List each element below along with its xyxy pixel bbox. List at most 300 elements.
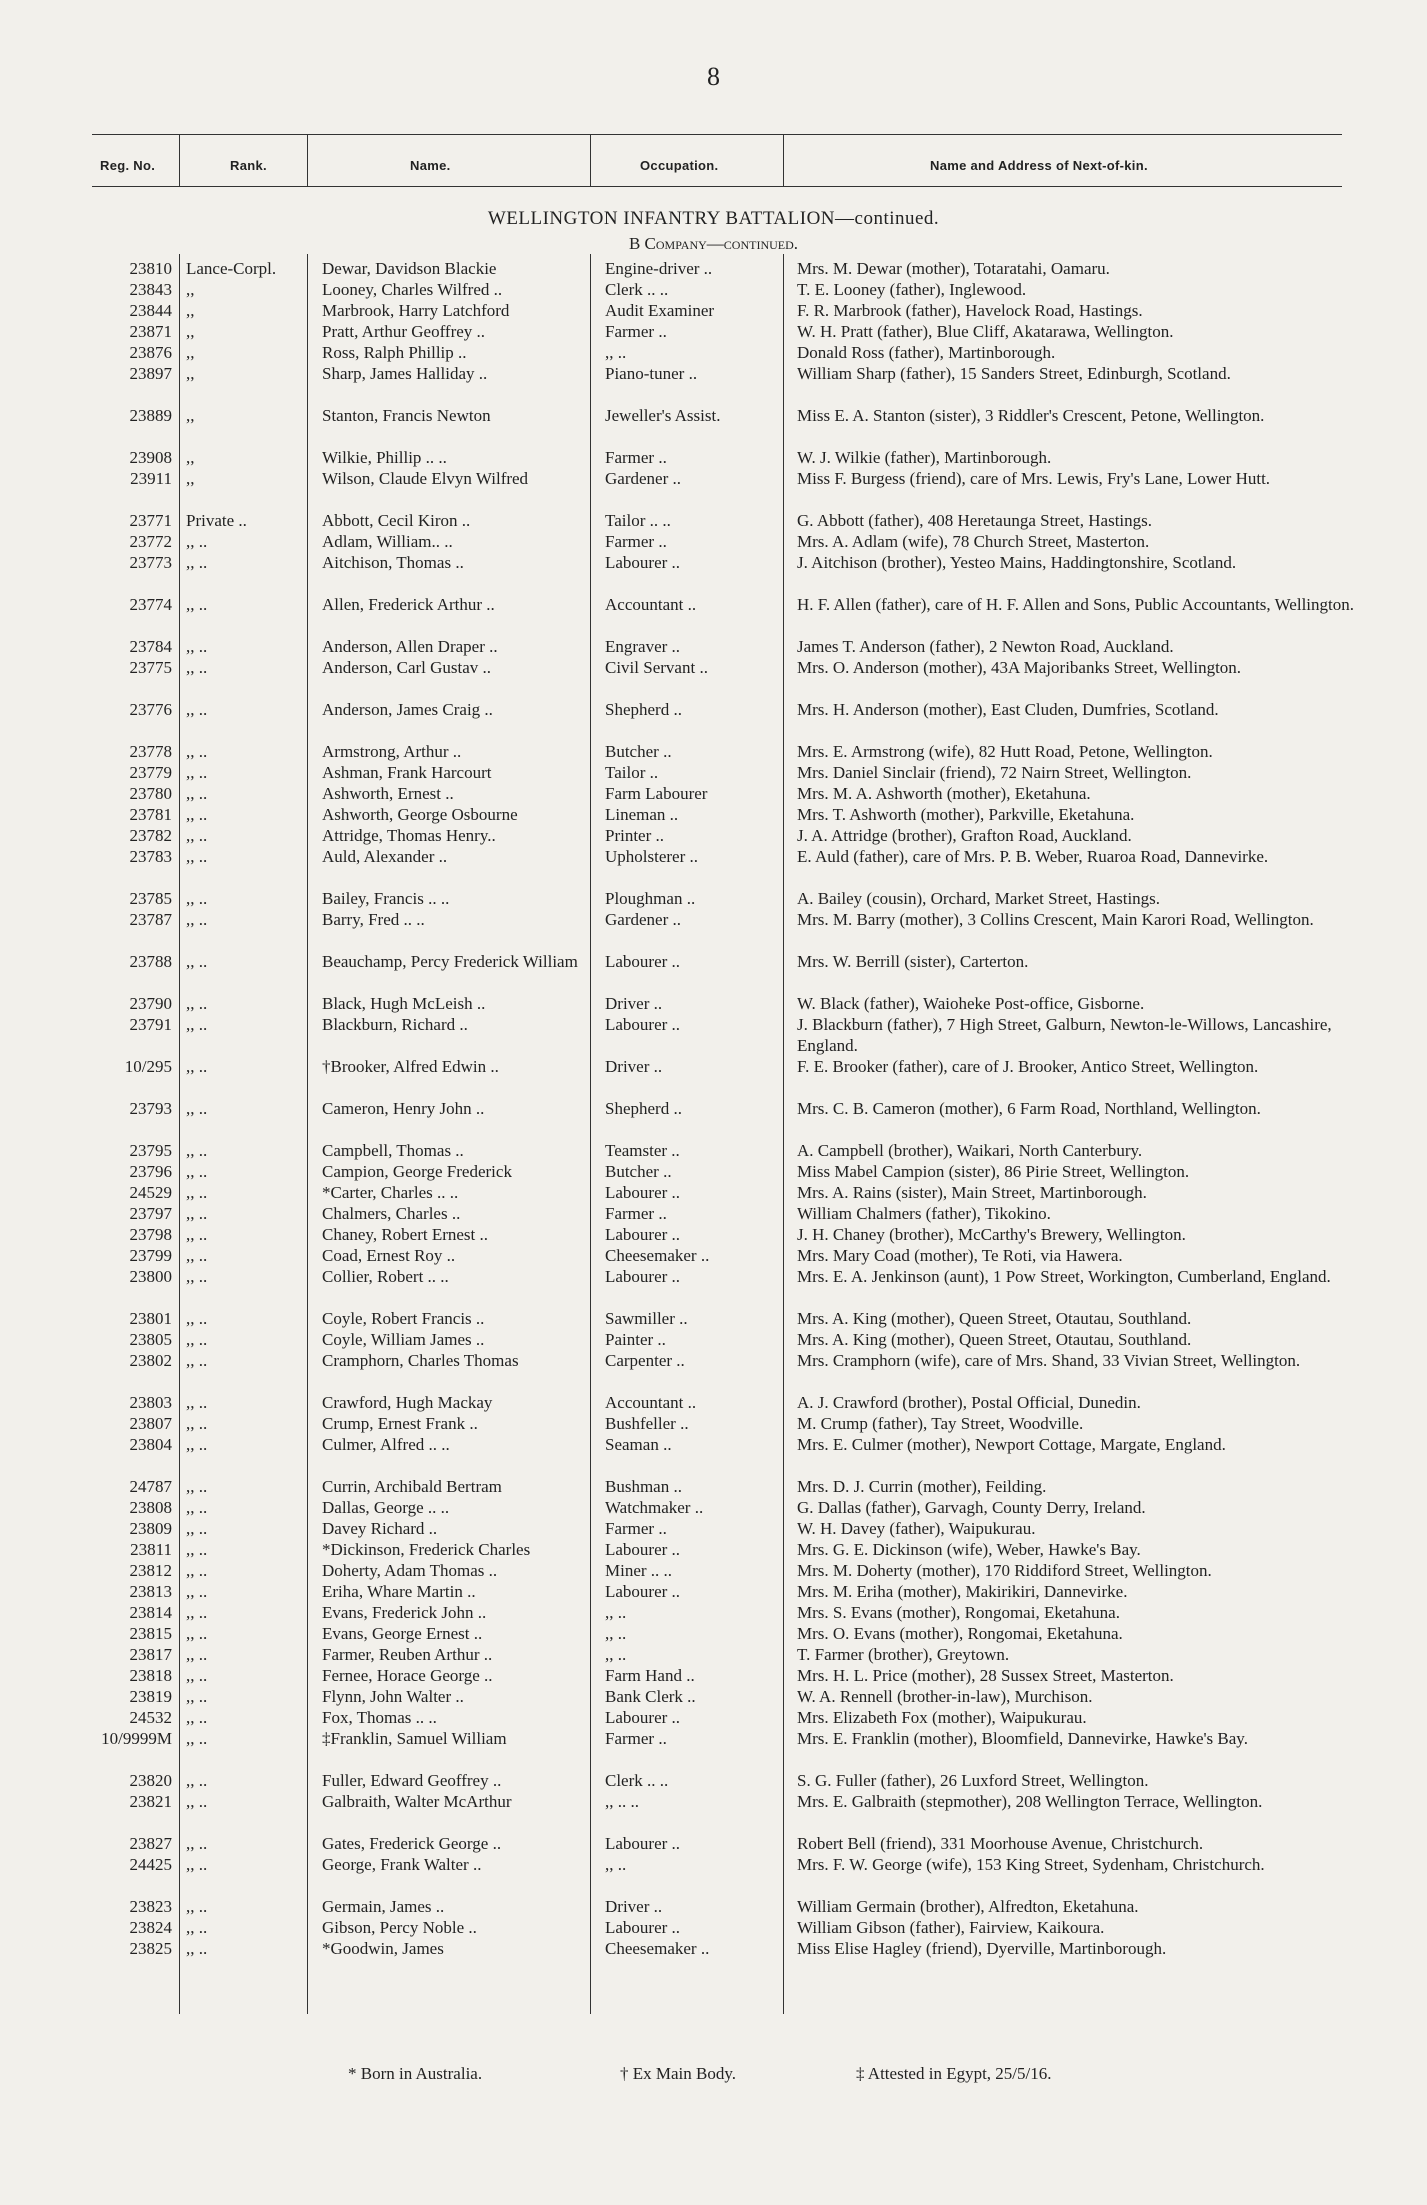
occupation-cell: Farmer .. bbox=[605, 532, 667, 551]
rank-cell: ,, .. bbox=[186, 1624, 208, 1643]
footnote-ex-main-body: † Ex Main Body. bbox=[620, 2064, 737, 2083]
occupation-cell: Tailor .. .. bbox=[605, 511, 671, 530]
next-of-kin-cell: Mrs. A. Rains (sister), Main Street, Martinborough. bbox=[797, 1183, 1147, 1202]
occupation-cell: Piano-tuner .. bbox=[605, 364, 698, 383]
rank-cell: ,, bbox=[186, 406, 195, 425]
next-of-kin-cell: Mrs. E. Galbraith (stepmother), 208 Wellington Terrace, Wellington. bbox=[797, 1792, 1263, 1811]
occupation-cell: Tailor .. bbox=[605, 763, 659, 782]
name-cell: Ashworth, George Osbourne bbox=[322, 805, 518, 824]
reg-no-cell: 23824 bbox=[129, 1918, 172, 1937]
rank-cell: ,, .. bbox=[186, 532, 208, 551]
header-bottom-rule bbox=[92, 186, 1342, 187]
next-of-kin-cell: J. A. Attridge (brother), Grafton Road, Auckland. bbox=[797, 826, 1132, 845]
reg-no-cell: 23820 bbox=[129, 1771, 172, 1790]
rank-cell: ,, bbox=[186, 469, 195, 488]
rank-cell: ,, .. bbox=[186, 1792, 208, 1811]
name-cell: Davey Richard .. bbox=[322, 1519, 438, 1538]
reg-no-cell: 23785 bbox=[129, 889, 172, 908]
name-cell: Coyle, William James .. bbox=[322, 1330, 485, 1349]
reg-no-cell: 23772 bbox=[129, 532, 172, 551]
rank-cell: ,, .. bbox=[186, 1582, 208, 1601]
reg-no-cell: 23801 bbox=[129, 1309, 172, 1328]
name-cell: Pratt, Arthur Geoffrey .. bbox=[322, 322, 486, 341]
footnote-born-australia: * Born in Australia. bbox=[348, 2064, 483, 2083]
reg-no-cell: 23805 bbox=[129, 1330, 172, 1349]
occupation-cell: ,, .. .. bbox=[605, 1792, 639, 1811]
reg-no-cell: 23793 bbox=[129, 1099, 172, 1118]
next-of-kin-cell: Miss E. A. Stanton (sister), 3 Riddler's Crescent, Petone, Wellington. bbox=[797, 406, 1265, 425]
rank-cell: ,, .. bbox=[186, 1687, 208, 1706]
occupation-cell: Bushman .. bbox=[605, 1477, 682, 1496]
reg-no-cell: 23788 bbox=[129, 952, 172, 971]
name-cell: Marbrook, Harry Latchford bbox=[322, 301, 510, 320]
rank-cell: ,, .. bbox=[186, 805, 208, 824]
rank-cell: ,, .. bbox=[186, 1309, 208, 1328]
next-of-kin-cell: Donald Ross (father), Martinborough. bbox=[797, 343, 1056, 362]
page-number: 8 bbox=[707, 62, 720, 91]
next-of-kin-cell: Mrs. M. Doherty (mother), 170 Riddiford Street, Wellington. bbox=[797, 1561, 1212, 1580]
occupation-cell: Farmer .. bbox=[605, 1729, 667, 1748]
name-cell: Currin, Archibald Bertram bbox=[322, 1477, 502, 1496]
next-of-kin-cell: T. E. Looney (father), Inglewood. bbox=[797, 280, 1027, 299]
occupation-cell: Farm Labourer bbox=[605, 784, 708, 803]
section-title: WELLINGTON INFANTRY BATTALION—continued. bbox=[487, 208, 940, 229]
next-of-kin-cell: William Germain (brother), Alfredton, Eketahuna. bbox=[797, 1897, 1139, 1916]
header-divider bbox=[179, 134, 180, 186]
reg-no-cell: 23876 bbox=[129, 343, 172, 362]
reg-no-cell: 23802 bbox=[129, 1351, 172, 1370]
column-header-name: Name. bbox=[410, 158, 451, 173]
next-of-kin-cell: Mrs. Cramphorn (wife), care of Mrs. Shand, 33 Vivian Street, Wellington. bbox=[797, 1351, 1301, 1370]
header-divider bbox=[307, 134, 308, 186]
occupation-cell: Driver .. bbox=[605, 1897, 663, 1916]
next-of-kin-cell: Mrs. A. Adlam (wife), 78 Church Street, Masterton. bbox=[797, 532, 1150, 551]
occupation-cell: Sawmiller .. bbox=[605, 1309, 688, 1328]
name-cell: †Brooker, Alfred Edwin .. bbox=[322, 1057, 499, 1076]
reg-no-cell: 23779 bbox=[129, 763, 172, 782]
name-cell: Barry, Fred .. .. bbox=[322, 910, 425, 929]
occupation-cell: Labourer .. bbox=[605, 1582, 681, 1601]
header-divider bbox=[783, 134, 784, 186]
next-of-kin-cell: Mrs. Elizabeth Fox (mother), Waipukurau. bbox=[797, 1708, 1087, 1727]
name-cell: Evans, Frederick John .. bbox=[322, 1603, 487, 1622]
reg-no-cell: 23804 bbox=[129, 1435, 172, 1454]
rank-cell: ,, .. bbox=[186, 1603, 208, 1622]
column-header-rank: Rank. bbox=[230, 158, 267, 173]
reg-no-cell: 23797 bbox=[129, 1204, 172, 1223]
reg-no-cell: 23782 bbox=[129, 826, 172, 845]
rank-cell: ,, bbox=[186, 280, 195, 299]
occupation-cell: Seaman .. bbox=[605, 1435, 672, 1454]
name-cell: Black, Hugh McLeish .. bbox=[322, 994, 486, 1013]
next-of-kin-cell: W. H. Davey (father), Waipukurau. bbox=[797, 1519, 1036, 1538]
rank-cell: ,, .. bbox=[186, 889, 208, 908]
reg-no-cell: 23810 bbox=[129, 259, 172, 278]
name-cell: Evans, George Ernest .. bbox=[322, 1624, 483, 1643]
name-cell: Fernee, Horace George .. bbox=[322, 1666, 493, 1685]
rank-cell: ,, .. bbox=[186, 1015, 208, 1034]
next-of-kin-cell: Mrs. G. E. Dickinson (wife), Weber, Hawke's Bay. bbox=[797, 1540, 1141, 1559]
next-of-kin-cell: Mrs. H. L. Price (mother), 28 Sussex Street, Masterton. bbox=[797, 1666, 1174, 1685]
occupation-cell: Labourer .. bbox=[605, 1834, 681, 1853]
reg-no-cell: 24532 bbox=[129, 1708, 172, 1727]
next-of-kin-cell: Mrs. M. Dewar (mother), Totaratahi, Oamaru. bbox=[797, 259, 1110, 278]
reg-no-cell: 23897 bbox=[129, 364, 172, 383]
name-cell: George, Frank Walter .. bbox=[322, 1855, 482, 1874]
name-cell: ‡Franklin, Samuel William bbox=[322, 1729, 507, 1748]
occupation-cell: ,, .. bbox=[605, 1645, 627, 1664]
name-cell: Flynn, John Walter .. bbox=[322, 1687, 464, 1706]
reg-no-cell: 23803 bbox=[129, 1393, 172, 1412]
rank-cell: ,, .. bbox=[186, 700, 208, 719]
rank-cell: ,, .. bbox=[186, 1435, 208, 1454]
rank-cell: ,, .. bbox=[186, 1645, 208, 1664]
name-cell: Auld, Alexander .. bbox=[322, 847, 448, 866]
name-cell: *Carter, Charles .. .. bbox=[322, 1183, 459, 1202]
reg-no-cell: 23844 bbox=[129, 301, 172, 320]
reg-no-cell: 23783 bbox=[129, 847, 172, 866]
occupation-cell: Clerk .. .. bbox=[605, 1771, 669, 1790]
occupation-cell: Labourer .. bbox=[605, 553, 681, 572]
occupation-cell: Miner .. .. bbox=[605, 1561, 673, 1580]
reg-no-cell: 10/295 bbox=[124, 1057, 172, 1076]
name-cell: Fox, Thomas .. .. bbox=[322, 1708, 437, 1727]
name-cell: Beauchamp, Percy Frederick William bbox=[322, 952, 578, 971]
next-of-kin-cell: W. H. Pratt (father), Blue Cliff, Akatarawa, Wellington. bbox=[797, 322, 1174, 341]
occupation-cell: ,, .. bbox=[605, 1855, 627, 1874]
header-divider bbox=[590, 134, 591, 186]
reg-no-cell: 23808 bbox=[129, 1498, 172, 1517]
occupation-cell: Labourer .. bbox=[605, 1918, 681, 1937]
rank-cell: ,, .. bbox=[186, 1330, 208, 1349]
name-cell: Abbott, Cecil Kiron .. bbox=[322, 511, 471, 530]
reg-no-cell: 23827 bbox=[129, 1834, 172, 1853]
rank-cell: ,, .. bbox=[186, 1855, 208, 1874]
name-cell: Anderson, Allen Draper .. bbox=[322, 637, 498, 656]
reg-no-cell: 23778 bbox=[129, 742, 172, 761]
name-cell: Ashworth, Ernest .. bbox=[322, 784, 454, 803]
next-of-kin-cell: Mrs. Mary Coad (mother), Te Roti, via Hawera. bbox=[797, 1246, 1123, 1265]
next-of-kin-cell: E. Auld (father), care of Mrs. P. B. Weber, Ruaroa Road, Dannevirke. bbox=[797, 847, 1269, 866]
reg-no-cell: 23823 bbox=[129, 1897, 172, 1916]
name-cell: Eriha, Whare Martin .. bbox=[322, 1582, 476, 1601]
next-of-kin-cell: J. Aitchison (brother), Yesteo Mains, Haddingtonshire, Scotland. bbox=[797, 553, 1237, 572]
reg-no-cell: 23819 bbox=[129, 1687, 172, 1706]
next-of-kin-cell: H. F. Allen (father), care of H. F. Allen and Sons, Public Accountants, Wellington. bbox=[797, 595, 1354, 614]
occupation-cell: Labourer .. bbox=[605, 1183, 681, 1202]
occupation-cell: Driver .. bbox=[605, 994, 663, 1013]
next-of-kin-cell: Miss Elise Hagley (friend), Dyerville, Martinborough. bbox=[797, 1939, 1167, 1958]
rank-cell: ,, .. bbox=[186, 1351, 208, 1370]
next-of-kin-cell: Mrs. E. Franklin (mother), Bloomfield, Dannevirke, Hawke's Bay. bbox=[797, 1729, 1248, 1748]
column-header-occupation: Occupation. bbox=[640, 158, 719, 173]
name-cell: Gibson, Percy Noble .. bbox=[322, 1918, 477, 1937]
rank-cell: ,, .. bbox=[186, 1099, 208, 1118]
occupation-cell: ,, .. bbox=[605, 1603, 627, 1622]
reg-no-cell: 23821 bbox=[129, 1792, 172, 1811]
name-cell: Fuller, Edward Geoffrey .. bbox=[322, 1771, 502, 1790]
name-cell: Germain, James .. bbox=[322, 1897, 445, 1916]
name-cell: Aitchison, Thomas .. bbox=[322, 553, 464, 572]
next-of-kin-cell: Mrs. M. A. Ashworth (mother), Eketahuna. bbox=[797, 784, 1091, 803]
next-of-kin-cell: F. R. Marbrook (father), Havelock Road, Hastings. bbox=[797, 301, 1143, 320]
rank-cell: ,, .. bbox=[186, 847, 208, 866]
occupation-cell: Shepherd .. bbox=[605, 700, 682, 719]
rank-cell: ,, .. bbox=[186, 1141, 208, 1160]
reg-no-cell: 23799 bbox=[129, 1246, 172, 1265]
next-of-kin-cell: Miss Mabel Campion (sister), 86 Pirie Street, Wellington. bbox=[797, 1162, 1190, 1181]
name-cell: Campion, George Frederick bbox=[322, 1162, 512, 1181]
rank-cell: ,, .. bbox=[186, 1666, 208, 1685]
column-divider bbox=[590, 254, 591, 2014]
occupation-cell: Farmer .. bbox=[605, 448, 667, 467]
reg-no-cell: 24425 bbox=[129, 1855, 172, 1874]
rank-cell: ,, .. bbox=[186, 1477, 208, 1496]
next-of-kin-cell: Mrs. C. B. Cameron (mother), 6 Farm Road, Northland, Wellington. bbox=[797, 1099, 1261, 1118]
reg-no-cell: 23825 bbox=[129, 1939, 172, 1958]
reg-no-cell: 23790 bbox=[129, 994, 172, 1013]
occupation-cell: Accountant .. bbox=[605, 1393, 697, 1412]
header-top-rule bbox=[92, 134, 1342, 135]
next-of-kin-cell: S. G. Fuller (father), 26 Luxford Street, Wellington. bbox=[797, 1771, 1149, 1790]
reg-no-cell: 23791 bbox=[129, 1015, 172, 1034]
rank-cell: ,, .. bbox=[186, 1729, 208, 1748]
rank-cell: ,, bbox=[186, 343, 195, 362]
rank-cell: ,, .. bbox=[186, 1393, 208, 1412]
rank-cell: ,, .. bbox=[186, 553, 208, 572]
reg-no-cell: 23813 bbox=[129, 1582, 172, 1601]
rank-cell: ,, .. bbox=[186, 1834, 208, 1853]
occupation-cell: Bank Clerk .. bbox=[605, 1687, 696, 1706]
rank-cell: ,, .. bbox=[186, 1057, 208, 1076]
next-of-kin-cell: William Chalmers (father), Tikokino. bbox=[797, 1204, 1051, 1223]
reg-no-cell: 10/9999M bbox=[101, 1729, 172, 1748]
occupation-cell: Butcher .. bbox=[605, 1162, 672, 1181]
reg-no-cell: 23798 bbox=[129, 1225, 172, 1244]
reg-no-cell: 23818 bbox=[129, 1666, 172, 1685]
occupation-cell: Shepherd .. bbox=[605, 1099, 682, 1118]
occupation-cell: Farmer .. bbox=[605, 1519, 667, 1538]
rank-cell: ,, .. bbox=[186, 994, 208, 1013]
column-divider bbox=[307, 254, 308, 2014]
occupation-cell: Gardener .. bbox=[605, 910, 681, 929]
reg-no-cell: 23843 bbox=[129, 280, 172, 299]
name-cell: Bailey, Francis .. .. bbox=[322, 889, 450, 908]
name-cell: Ashman, Frank Harcourt bbox=[322, 763, 492, 782]
next-of-kin-cell: Mrs. M. Barry (mother), 3 Collins Crescent, Main Karori Road, Wellington. bbox=[797, 910, 1314, 929]
rank-cell: ,, .. bbox=[186, 1897, 208, 1916]
occupation-cell: Teamster .. bbox=[605, 1141, 680, 1160]
reg-no-cell: 23911 bbox=[130, 469, 172, 488]
occupation-cell: Butcher .. bbox=[605, 742, 672, 761]
occupation-cell: Upholsterer .. bbox=[605, 847, 699, 866]
next-of-kin-cell: Mrs. O. Anderson (mother), 43A Majoribanks Street, Wellington. bbox=[797, 658, 1242, 677]
next-of-kin-cell: William Sharp (father), 15 Sanders Street, Edinburgh, Scotland. bbox=[797, 364, 1231, 383]
reg-no-cell: 24529 bbox=[129, 1183, 172, 1202]
occupation-cell: Painter .. bbox=[605, 1330, 666, 1349]
name-cell: Ross, Ralph Phillip .. bbox=[322, 343, 467, 362]
occupation-cell: Farm Hand .. bbox=[605, 1666, 695, 1685]
next-of-kin-cell: James T. Anderson (father), 2 Newton Road, Auckland. bbox=[797, 637, 1174, 656]
name-cell: Sharp, James Halliday .. bbox=[322, 364, 488, 383]
rank-cell: ,, .. bbox=[186, 595, 208, 614]
footnote-attested-egypt: ‡ Attested in Egypt, 25/5/16. bbox=[856, 2064, 1052, 2083]
next-of-kin-cell: J. H. Chaney (brother), McCarthy's Brewery, Wellington. bbox=[797, 1225, 1186, 1244]
column-header-next-of-kin: Name and Address of Next-of-kin. bbox=[930, 158, 1148, 173]
column-divider bbox=[783, 254, 784, 2014]
rank-cell: ,, .. bbox=[186, 1519, 208, 1538]
next-of-kin-cell: W. Black (father), Waioheke Post-office, Gisborne. bbox=[797, 994, 1145, 1013]
occupation-cell: Jeweller's Assist. bbox=[605, 406, 721, 425]
rank-cell: ,, .. bbox=[186, 1246, 208, 1265]
next-of-kin-cell: M. Crump (father), Tay Street, Woodville. bbox=[797, 1414, 1084, 1433]
next-of-kin-cell: Mrs. E. Culmer (mother), Newport Cottage, Margate, England. bbox=[797, 1435, 1226, 1454]
rank-cell: ,, .. bbox=[186, 1267, 208, 1286]
occupation-cell: ,, .. bbox=[605, 343, 627, 362]
rank-cell: ,, .. bbox=[186, 658, 208, 677]
next-of-kin-cell: Mrs. W. Berrill (sister), Carterton. bbox=[797, 952, 1029, 971]
subsection-title: B Company—continued. bbox=[628, 234, 799, 253]
occupation-cell: Labourer .. bbox=[605, 1225, 681, 1244]
reg-no-cell: 23780 bbox=[129, 784, 172, 803]
occupation-cell: ,, .. bbox=[605, 1624, 627, 1643]
occupation-cell: Farmer .. bbox=[605, 322, 667, 341]
rank-cell: ,, .. bbox=[186, 637, 208, 656]
name-cell: Crump, Ernest Frank .. bbox=[322, 1414, 478, 1433]
reg-no-cell: 23807 bbox=[129, 1414, 172, 1433]
name-cell: Blackburn, Richard .. bbox=[322, 1015, 468, 1034]
next-of-kin-cell: W. A. Rennell (brother-in-law), Murchison. bbox=[797, 1687, 1093, 1706]
occupation-cell: Engraver .. bbox=[605, 637, 681, 656]
occupation-cell: Audit Examiner bbox=[605, 301, 715, 320]
occupation-cell: Printer .. bbox=[605, 826, 665, 845]
next-of-kin-cell: Mrs. H. Anderson (mother), East Cluden, Dumfries, Scotland. bbox=[797, 700, 1219, 719]
next-of-kin-cell: Miss F. Burgess (friend), care of Mrs. Lewis, Fry's Lane, Lower Hutt. bbox=[797, 469, 1271, 488]
occupation-cell: Labourer .. bbox=[605, 1015, 681, 1034]
reg-no-cell: 23815 bbox=[129, 1624, 172, 1643]
reg-no-cell: 23774 bbox=[129, 595, 172, 614]
next-of-kin-cell: Mrs. F. W. George (wife), 153 King Street, Sydenham, Christchurch. bbox=[797, 1855, 1265, 1874]
next-of-kin-cell: F. E. Brooker (father), care of J. Brooker, Antico Street, Wellington. bbox=[797, 1057, 1259, 1076]
name-cell: Collier, Robert .. .. bbox=[322, 1267, 449, 1286]
occupation-cell: Gardener .. bbox=[605, 469, 681, 488]
column-header-reg-no: Reg. No. bbox=[100, 158, 156, 173]
next-of-kin-cell: William Gibson (father), Fairview, Kaikoura. bbox=[797, 1918, 1105, 1937]
name-cell: Chalmers, Charles .. bbox=[322, 1204, 461, 1223]
occupation-cell: Farmer .. bbox=[605, 1204, 667, 1223]
rank-cell: ,, .. bbox=[186, 1708, 208, 1727]
occupation-cell: Driver .. bbox=[605, 1057, 663, 1076]
reg-no-cell: 23811 bbox=[130, 1540, 172, 1559]
occupation-cell: Labourer .. bbox=[605, 1708, 681, 1727]
occupation-cell: Carpenter .. bbox=[605, 1351, 685, 1370]
reg-no-cell: 23800 bbox=[129, 1267, 172, 1286]
name-cell: Gates, Frederick George .. bbox=[322, 1834, 502, 1853]
rank-cell: ,, .. bbox=[186, 826, 208, 845]
rank-cell: ,, .. bbox=[186, 784, 208, 803]
next-of-kin-cell: Mrs. Daniel Sinclair (friend), 72 Nairn Street, Wellington. bbox=[797, 763, 1192, 782]
reg-no-cell: 24787 bbox=[129, 1477, 172, 1496]
rank-cell: ,, .. bbox=[186, 1540, 208, 1559]
occupation-cell: Clerk .. .. bbox=[605, 280, 669, 299]
name-cell: Dewar, Davidson Blackie bbox=[322, 259, 497, 278]
rank-cell: ,, bbox=[186, 301, 195, 320]
rank-cell: ,, bbox=[186, 448, 195, 467]
reg-no-cell: 23871 bbox=[129, 322, 172, 341]
rank-cell: ,, .. bbox=[186, 1498, 208, 1517]
next-of-kin-cell: Mrs. O. Evans (mother), Rongomai, Eketahuna. bbox=[797, 1624, 1123, 1643]
name-cell: Farmer, Reuben Arthur .. bbox=[322, 1645, 493, 1664]
name-cell: Wilson, Claude Elvyn Wilfred bbox=[322, 469, 529, 488]
rank-cell: ,, .. bbox=[186, 952, 208, 971]
reg-no-cell: 23908 bbox=[129, 448, 172, 467]
rank-cell: ,, bbox=[186, 322, 195, 341]
name-cell: Coyle, Robert Francis .. bbox=[322, 1309, 485, 1328]
occupation-cell: Labourer .. bbox=[605, 952, 681, 971]
next-of-kin-cell: G. Dallas (father), Garvagh, County Derry, Ireland. bbox=[797, 1498, 1146, 1517]
occupation-cell: Cheesemaker .. bbox=[605, 1939, 710, 1958]
reg-no-cell: 23784 bbox=[129, 637, 172, 656]
next-of-kin-cell: A. J. Crawford (brother), Postal Official, Dunedin. bbox=[797, 1393, 1141, 1412]
rank-cell: ,, .. bbox=[186, 763, 208, 782]
rank-cell: ,, .. bbox=[186, 742, 208, 761]
name-cell: *Goodwin, James bbox=[322, 1939, 444, 1958]
name-cell: Attridge, Thomas Henry.. bbox=[322, 826, 496, 845]
reg-no-cell: 23773 bbox=[129, 553, 172, 572]
reg-no-cell: 23814 bbox=[129, 1603, 172, 1622]
next-of-kin-cell: G. Abbott (father), 408 Heretaunga Street, Hastings. bbox=[797, 511, 1153, 530]
next-of-kin-cell: Mrs. D. J. Currin (mother), Feilding. bbox=[797, 1477, 1047, 1496]
occupation-cell: Ploughman .. bbox=[605, 889, 696, 908]
name-cell: Wilkie, Phillip .. .. bbox=[322, 448, 447, 467]
name-cell: Looney, Charles Wilfred .. bbox=[322, 280, 503, 299]
name-cell: Crawford, Hugh Mackay bbox=[322, 1393, 493, 1412]
next-of-kin-cell: J. Blackburn (father), 7 High Street, Galburn, Newton-le-Willows, Lancashire, England. bbox=[797, 1015, 1332, 1055]
name-cell: Armstrong, Arthur .. bbox=[322, 742, 462, 761]
occupation-cell: Watchmaker .. bbox=[605, 1498, 704, 1517]
rank-cell: ,, .. bbox=[186, 1225, 208, 1244]
name-cell: Culmer, Alfred .. .. bbox=[322, 1435, 450, 1454]
reg-no-cell: 23796 bbox=[129, 1162, 172, 1181]
occupation-cell: Bushfeller .. bbox=[605, 1414, 689, 1433]
reg-no-cell: 23889 bbox=[129, 406, 172, 425]
rank-cell: Private .. bbox=[186, 511, 247, 530]
rank-cell: ,, .. bbox=[186, 1771, 208, 1790]
rank-cell: ,, .. bbox=[186, 1183, 208, 1202]
next-of-kin-cell: W. J. Wilkie (father), Martinborough. bbox=[797, 448, 1052, 467]
rank-cell: ,, .. bbox=[186, 1162, 208, 1181]
next-of-kin-cell: Mrs. A. King (mother), Queen Street, Otautau, Southland. bbox=[797, 1330, 1192, 1349]
name-cell: Cramphorn, Charles Thomas bbox=[322, 1351, 519, 1370]
occupation-cell: Lineman .. bbox=[605, 805, 679, 824]
rank-cell: ,, .. bbox=[186, 1414, 208, 1433]
occupation-cell: Cheesemaker .. bbox=[605, 1246, 710, 1265]
name-cell: Adlam, William.. .. bbox=[322, 532, 453, 551]
name-cell: Cameron, Henry John .. bbox=[322, 1099, 485, 1118]
occupation-cell: Labourer .. bbox=[605, 1540, 681, 1559]
name-cell: Doherty, Adam Thomas .. bbox=[322, 1561, 498, 1580]
reg-no-cell: 23781 bbox=[129, 805, 172, 824]
name-cell: *Dickinson, Frederick Charles bbox=[322, 1540, 531, 1559]
name-cell: Stanton, Francis Newton bbox=[322, 406, 491, 425]
rank-cell: Lance-Corpl. bbox=[186, 259, 277, 278]
next-of-kin-cell: A. Bailey (cousin), Orchard, Market Street, Hastings. bbox=[797, 889, 1161, 908]
reg-no-cell: 23787 bbox=[129, 910, 172, 929]
reg-no-cell: 23775 bbox=[129, 658, 172, 677]
name-cell: Anderson, James Craig .. bbox=[322, 700, 493, 719]
rank-cell: ,, .. bbox=[186, 1918, 208, 1937]
column-divider bbox=[179, 254, 180, 2014]
